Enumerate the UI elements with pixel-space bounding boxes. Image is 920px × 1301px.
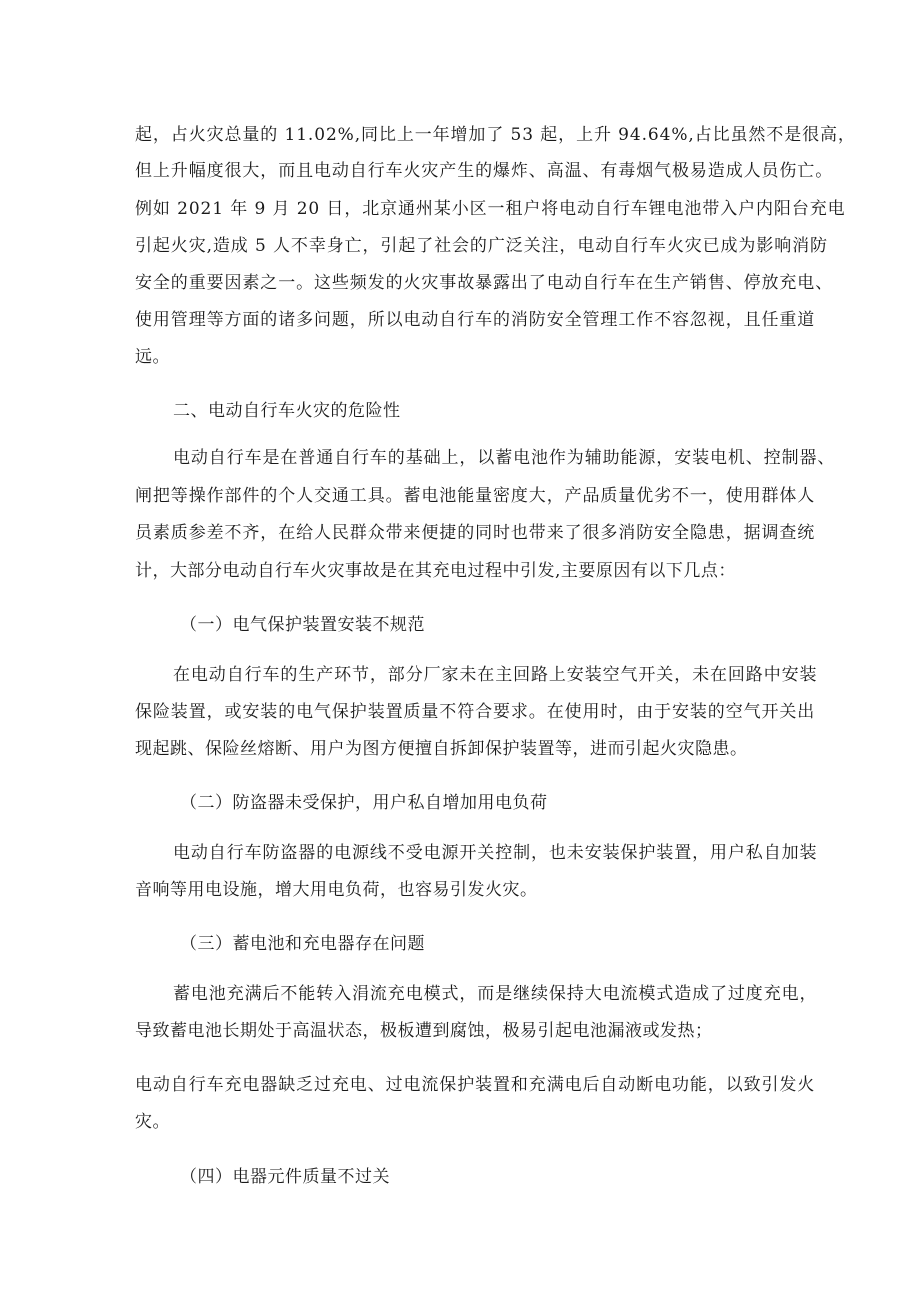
paragraph-line: 导致蓄电池长期处于高温状态，极板遭到腐蚀，极易引起电池漏液或发热；	[135, 1021, 713, 1041]
subsection-heading: （三）蓄电池和充电器存在问题	[180, 934, 425, 954]
paragraph-line: 但上升幅度很大，而且电动自行车火灾产生的爆炸、高温、有毒烟气极易造成人员伤亡。	[135, 161, 834, 181]
paragraph-line: 闸把等操作部件的个人交通工具。蓄电池能量密度大，产品质量优劣不一，使用群体人	[135, 486, 816, 506]
paragraph-line: 引起火灾,造成 5 人不幸身亡，引起了社会的广泛关注，电动自行车火灾已成为影响消防	[135, 236, 828, 256]
paragraph-line: 电动自行车充电器缺乏过充电、过电流保护装置和充满电后自动断电功能，以致引发火	[135, 1075, 816, 1095]
paragraph-line: 远。	[135, 347, 170, 367]
paragraph-line: 灾。	[135, 1112, 170, 1132]
subsection-heading: （二）防盗器未受保护，用户私自增加用电负荷	[180, 793, 548, 813]
paragraph-line: 电动自行车是在普通自行车的基础上，以蓄电池作为辅助能源，安装电机、控制器、	[173, 448, 836, 468]
paragraph-line: 现起跳、保险丝熔断、用户为图方便擅自拆卸保护装置等，进而引起火灾隐患。	[135, 739, 748, 759]
section-heading: 二、电动自行车火灾的危险性	[173, 401, 401, 421]
paragraph-line: 蓄电池充满后不能转入涓流充电模式，而是继续保持大电流模式造成了过度充电，	[173, 984, 818, 1004]
paragraph-line: 员素质参差不齐，在给人民群众带来便捷的同时也带来了很多消防安全隐患，据调查统	[135, 523, 816, 543]
paragraph-line: 例如 2021 年 9 月 20 日，北京通州某小区一租户将电动自行车锂电池带入户内阳台充电	[135, 199, 846, 219]
subsection-heading: （一）电气保护装置安装不规范	[180, 615, 425, 635]
paragraph-line: 起，占火灾总量的 11.02%,同比上一年增加了 53 起，上升 94.64%,占比虽然不是很高，	[135, 125, 856, 145]
paragraph-line: 音响等用电设施，增大用电负荷，也容易引发火灾。	[135, 880, 538, 900]
paragraph-line: 保险装置，或安装的电气保护装置质量不符合要求。在使用时，由于安装的空气开关出	[135, 702, 816, 722]
paragraph-line: 安全的重要因素之一。这些频发的火灾事故暴露出了电动自行车在生产销售、停放充电、	[135, 273, 834, 293]
paragraph-line: 在电动自行车的生产环节，部分厂家未在主回路上安装空气开关，未在回路中安装	[173, 665, 818, 685]
paragraph-line: 使用管理等方面的诸多问题，所以电动自行车的消防安全管理工作不容忽视，且任重道	[135, 310, 816, 330]
paragraph-line: 计，大部分电动自行车火灾事故是在其充电过程中引发,主要原因有以下几点：	[135, 561, 736, 581]
paragraph-line: 电动自行车防盗器的电源线不受电源开关控制，也未安装保护装置，用户私自加装	[173, 843, 818, 863]
subsection-heading: （四）电器元件质量不过关	[180, 1167, 390, 1187]
